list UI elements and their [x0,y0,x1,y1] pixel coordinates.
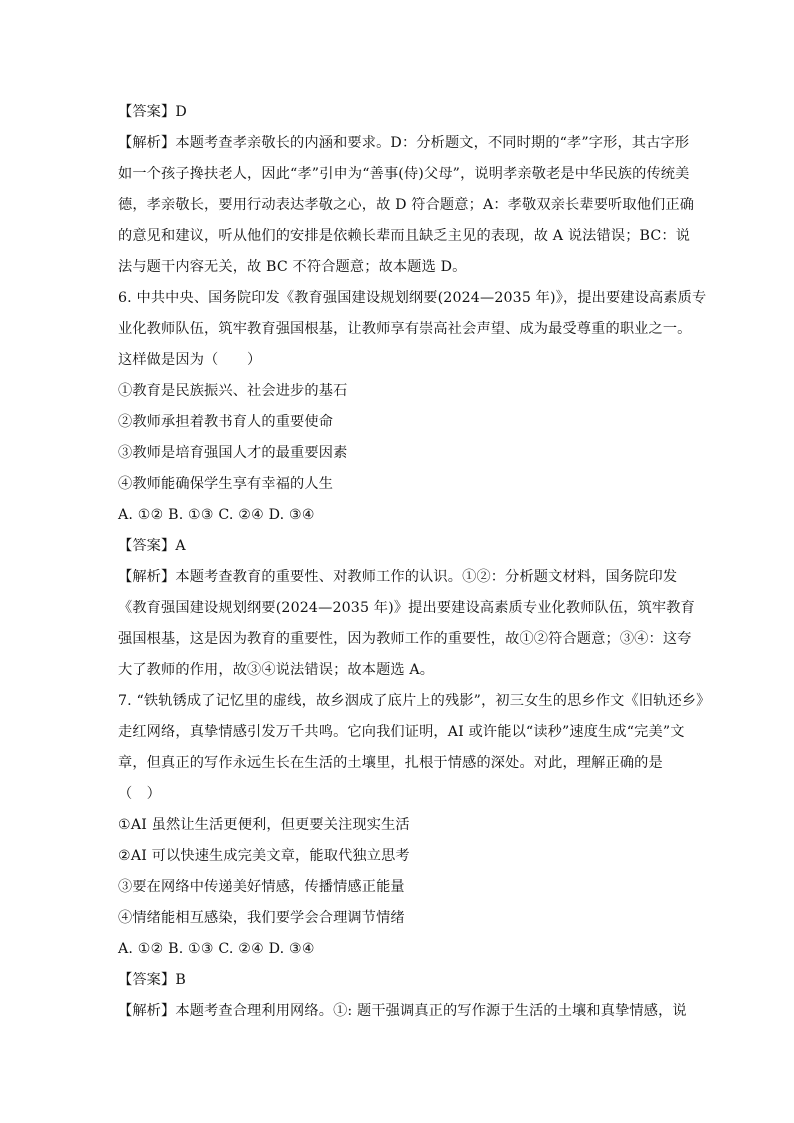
question-7-options: A. ①② B. ①③ C. ②④ D. ③④ [118,941,315,957]
answer-line: 【答案】B [118,972,186,988]
analysis-line: 【解析】本题考查孝亲敬长的内涵和要求。D：分析题文，不同时期的“孝”字形，其古字形 [118,135,690,151]
analysis-line: 强国根基，这是因为教育的重要性，因为教师工作的重要性，故①②符合题意；③④：这夸 [118,631,692,647]
answer-line: 【答案】A [118,538,186,554]
answer-line: 【答案】D [118,104,187,120]
question-6-statement-4: ④教师能确保学生享有幸福的人生 [118,476,334,492]
question-7-statement-1: ①AI 虽然让生活更便利，但更要关注现实生活 [118,817,410,833]
question-7-statement-3: ③要在网络中传递美好情感，传播情感正能量 [118,879,405,895]
question-6-statement-2: ②教师承担着教书育人的重要使命 [118,414,334,430]
analysis-line: 德，孝亲敬长，要用行动表达孝敬之心，故 D 符合题意；A：孝敬双亲长辈要听取他们正确 [118,197,695,213]
question-7-stem: 章，但真正的写作永远生长在生活的土壤里，扎根于情感的深处。对此，理解正确的是 [118,755,663,771]
document-page [118,97,711,1027]
question-7-statement-2: ②AI 可以快速生成完美文章，能取代独立思考 [118,848,410,864]
analysis-line: 大了教师的作用，故③④说法错误；故本题选 A。 [118,662,435,678]
question-7-statement-4: ④情绪能相互感染，我们要学会合理调节情绪 [118,910,405,926]
question-6-stem: 6. 中共中央、国务院印发《教育强国建设规划纲要(2024—2035 年)》，提出要建设高素质专 [118,290,707,306]
question-6-statement-3: ③教师是培育强国人才的最重要因素 [118,445,348,461]
analysis-line: 【解析】本题考查教育的重要性、对教师工作的认识。①②：分析题文材料，国务院印发 [118,569,678,585]
question-7-stem: 走红网络，真挚情感引发万千共鸣。它向我们证明，AI 或许能以“读秒”速度生成“完美”文 [118,724,685,740]
question-6-stem: 这样做是因为（ ） [118,352,262,368]
analysis-line: 【解析】本题考查合理利用网络。①: 题干强调真正的写作源于生活的土壤和真挚情感，说 [118,1003,687,1019]
analysis-line: 法与题干内容无关，故 BC 不符合题意；故本题选 D。 [118,259,467,275]
question-7-stem: 7. “铁轨锈成了记忆里的虚线，故乡洇成了底片上的残影”，初三女生的思乡作文《旧轨还乡》 [118,693,711,709]
question-6-options: A. ①② B. ①③ C. ②④ D. ③④ [118,507,315,523]
question-6-stem: 业化教师队伍，筑牢教育强国根基，让教师享有崇高社会声望、成为最受尊重的职业之一。 [118,321,692,337]
analysis-line: 的意见和建议，听从他们的安排是依赖长辈而且缺乏主见的表现，故 A 说法错误；BC：说 [118,228,691,244]
analysis-line: 《教育强国建设规划纲要(2024—2035 年)》提出要建设高素质专业化教师队伍，筑牢教育 [118,600,695,616]
analysis-line: 如一个孩子搀扶老人，因此“孝”引申为“善事(侍)父母”，说明孝亲敬老是中华民族的传统美 [118,166,690,182]
question-7-stem: （ ） [118,786,162,802]
question-6-statement-1: ①教育是民族振兴、社会进步的基石 [118,383,348,399]
